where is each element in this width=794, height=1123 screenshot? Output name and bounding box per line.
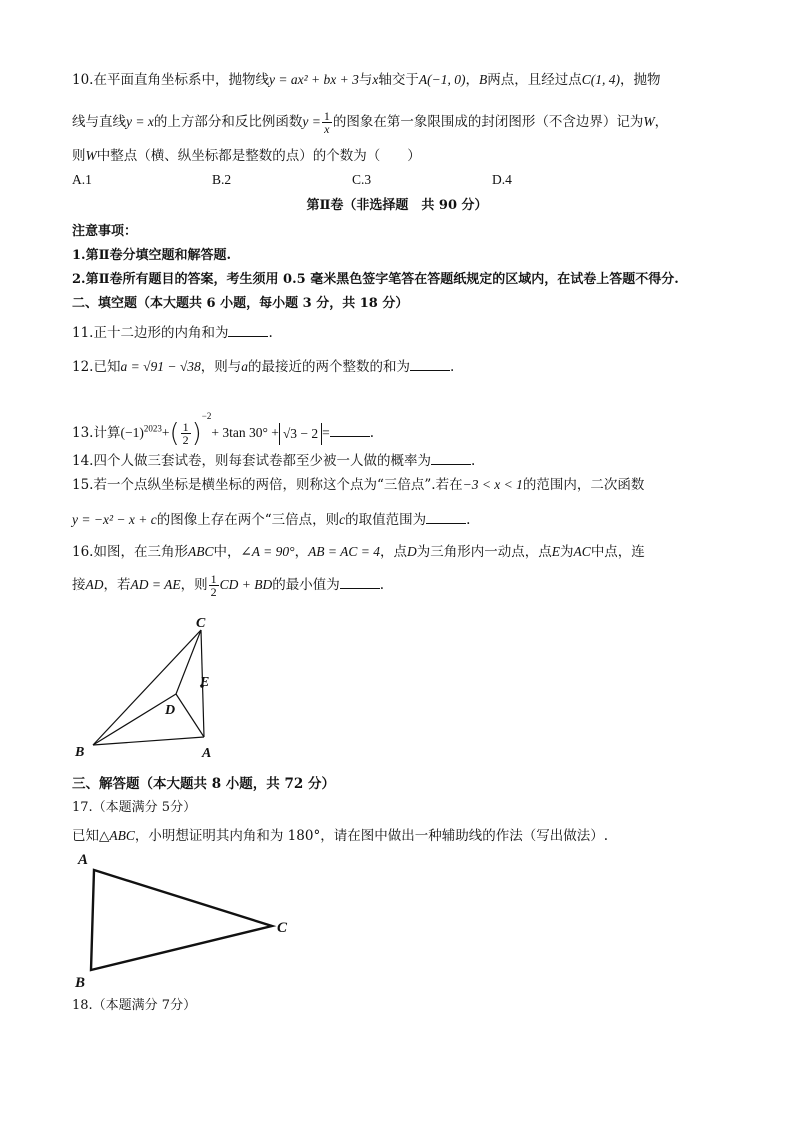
q15-line2 [72, 509, 732, 530]
q15-text: 的范围内，二次函数 [522, 477, 645, 493]
option-d: D.4 [492, 172, 512, 187]
q10-text: 10.在平面直角坐标系中，抛物线 [72, 72, 269, 88]
section2-title: 第Ⅱ卷（非选择题 共 90 分） [306, 198, 488, 213]
q14-end: . [470, 453, 476, 469]
q10-parabola: y = ax² + bx + 3 [268, 72, 359, 87]
label-c: C [277, 920, 288, 936]
fraction-denominator: 2 [210, 585, 217, 599]
q15-line1 [72, 475, 732, 495]
q15-text: 15.若一个点纵坐标是横坐标的两倍，则称这个点为“三倍点”.若在 [72, 477, 463, 493]
fraction-denominator: x [324, 122, 330, 136]
q15-text: 的取值范围为 [345, 512, 427, 528]
q14-text: 14.四个人做三套试卷，则每套试卷都至少被一人做的概率为 [72, 453, 431, 469]
q12-end: . [450, 359, 455, 375]
q15-range: −3 < x < 1 [462, 477, 523, 492]
q10-line2 [72, 108, 732, 136]
q16-abc: ABC [187, 544, 214, 559]
q13-abs: √3 − 2 [279, 423, 322, 445]
q14 [72, 450, 732, 471]
q16-text: 中点，连 [590, 544, 645, 560]
q10-line-eq: y = x [126, 114, 154, 129]
q12-text: ，则与 [200, 359, 242, 375]
q16-angle: ∠A = 90° [240, 544, 295, 559]
segment-ad [176, 694, 204, 737]
q10-w: W [643, 114, 655, 129]
segment-bc [93, 630, 201, 745]
option-b: B.2 [212, 172, 232, 187]
q15-quadratic: y = −x² − x + c [72, 512, 157, 527]
label-b: B [75, 745, 85, 760]
q13-exponent: 2023 [143, 423, 162, 434]
q11-text: 11.正十二边形的内角和为 [72, 325, 229, 341]
q13 [72, 398, 732, 449]
q16-text: ，则 [180, 577, 208, 593]
q10-x: x [372, 72, 379, 87]
q13-base: (−1) [120, 425, 144, 440]
q10-text: 与 [358, 72, 373, 88]
q16-d: D [407, 544, 417, 559]
q16-text: ， [294, 544, 309, 560]
q16-text: 中， [213, 544, 241, 560]
q10-point-c: C(1, 4) [581, 72, 620, 87]
answer-blank [410, 356, 450, 371]
triangle-abc [91, 870, 272, 970]
q17-text: 已知 [72, 828, 99, 844]
fraction-numerator: 1 [210, 572, 217, 586]
note-2: 2.第Ⅱ卷所有题目的答案，考生须用 0.5 毫米黑色签字笔答在答题纸规定的区域内，在试卷上答题不得分. [72, 272, 679, 287]
q16-text: ，若 [103, 577, 131, 593]
segment-ab [93, 737, 204, 745]
q16-ad: AD [85, 577, 104, 592]
q10-text: 两点，且经过点 [487, 72, 582, 88]
q17-head: 17.（本题满分 5分） [72, 800, 197, 815]
label-a: A [78, 852, 89, 868]
q17-triangle: △ABC [99, 828, 135, 843]
segment-cd [176, 630, 201, 694]
part3-title: 三、解答题（本大题共 8 小题，共 72 分） [72, 776, 335, 792]
note-1: 1.第Ⅱ卷分填空题和解答题. [72, 248, 232, 263]
q10-text: 的上方部分和反比例函数 [153, 114, 303, 130]
q18-head: 18.（本题满分 7分） [72, 998, 197, 1013]
q10-point-a: A(−1, 0) [418, 72, 466, 87]
q11 [72, 322, 732, 343]
label-a: A [202, 746, 212, 761]
q17-text: ，小明想证明其内角和为 180°，请在图中做出一种辅助线的作法（写出做法）. [134, 828, 608, 844]
part2-title: 二、填空题（本大题共 6 小题，每小题 3 分，共 18 分） [72, 296, 409, 311]
label-e: E [200, 675, 210, 690]
right-paren: ) [191, 418, 202, 449]
q10-text: 则 [72, 148, 86, 164]
q10-w: W [85, 148, 97, 163]
q15-c: c [339, 512, 346, 527]
q16-fraction [209, 573, 219, 598]
q13-text: 13.计算 [72, 425, 121, 441]
q10-inverse-fn: y = [302, 114, 321, 129]
q16-text: 接 [72, 577, 86, 593]
q17-text-line [72, 826, 732, 846]
q13-exponent: −2 [201, 411, 212, 421]
q10-point-b: B [478, 72, 488, 87]
answer-blank [431, 450, 471, 465]
q16-line2 [72, 570, 732, 600]
q16-end: . [379, 577, 385, 593]
q12-a: a [241, 359, 249, 374]
q13-plus: + [161, 425, 170, 440]
q13-tan: + 3tan 30° + [211, 425, 279, 440]
q15-text: 的图像上存在两个“三倍点，则 [156, 512, 340, 528]
q13-equals: = [322, 425, 330, 440]
left-paren: ( [169, 418, 180, 449]
fraction-numerator: 1 [182, 420, 189, 434]
q16-text: ，点 [380, 544, 408, 560]
q10-line3 [72, 146, 732, 166]
q12-text: 的最接近的两个整数的和为 [248, 359, 411, 375]
q16-lengths: AB = AC = 4 [308, 544, 381, 559]
q16-expr: CD + BD [219, 577, 273, 592]
option-a: A.1 [72, 172, 92, 187]
q16-line1 [72, 542, 732, 562]
q16-text: 16.如图，在三角形 [72, 544, 188, 560]
q10-text: ， [654, 114, 669, 130]
q10-text: 轴交于 [378, 72, 419, 88]
label-d: D [165, 703, 176, 718]
q11-end: . [268, 325, 273, 341]
label-b: B [75, 975, 86, 991]
q10-fraction [322, 110, 332, 135]
q10-text: ， [465, 72, 479, 88]
q10-text: ，抛物 [619, 72, 661, 88]
fraction-numerator: 1 [323, 109, 330, 123]
label-c: C [196, 616, 206, 631]
q10-line1 [72, 70, 732, 90]
q16-text: 为 [560, 544, 574, 560]
answer-blank [426, 509, 466, 524]
option-c: C.3 [352, 172, 372, 187]
q16-ac: AC [573, 544, 591, 559]
q16-triangle-figure [60, 608, 240, 768]
notes-title: 注意事项： [72, 224, 138, 239]
q17-triangle-figure [60, 846, 310, 992]
q15-end: . [466, 512, 471, 528]
q10-text: 中整点（横、纵坐标都是整数的点）的个数为（ ） [96, 148, 421, 164]
answer-blank [330, 422, 370, 437]
answer-blank [340, 574, 380, 589]
q12 [72, 356, 732, 377]
answer-blank [228, 322, 268, 337]
q13-end: . [369, 425, 375, 441]
q10-text: 的图象在第一象限围成的封闭图形（不含边界）记为 [332, 114, 644, 130]
q16-text: 为三角形内一动点，点 [416, 544, 552, 560]
q16-ad-ae: AD = AE [130, 577, 181, 592]
q13-fraction [181, 421, 191, 446]
q12-expression: a = √91 − √38 [120, 359, 201, 374]
fraction-denominator: 2 [182, 433, 189, 447]
q16-e: E [551, 544, 561, 559]
q10-text: 线与直线 [72, 114, 126, 130]
q16-text: 的最小值为 [272, 577, 340, 593]
q12-text: 12.已知 [72, 359, 121, 375]
